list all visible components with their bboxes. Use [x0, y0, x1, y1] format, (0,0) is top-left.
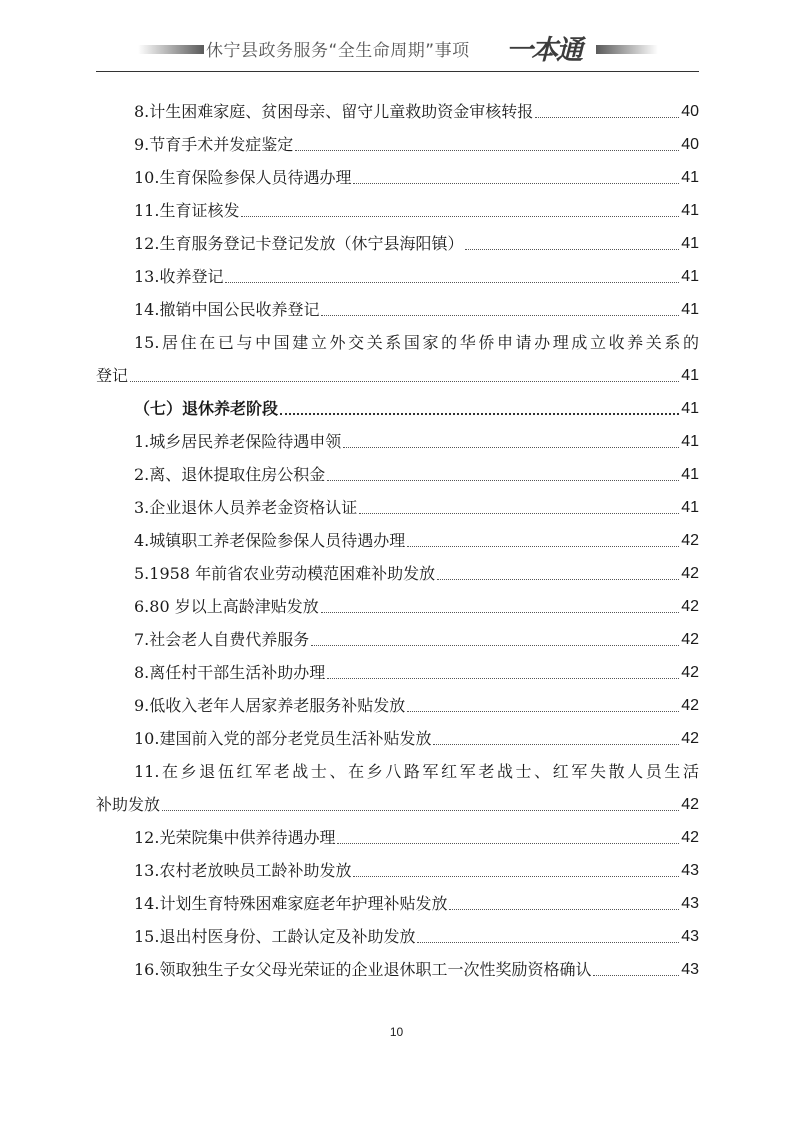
toc-entry[interactable] — [96, 524, 699, 557]
toc-leader-dots — [225, 282, 679, 283]
toc-leader-dots — [353, 183, 679, 184]
toc-entry-label: 9.低收入老年人居家养老服务补贴发放 — [134, 696, 406, 715]
toc-entry[interactable] — [96, 161, 699, 194]
toc-entry-page: 43 — [681, 961, 699, 978]
toc-leader-dots — [407, 546, 679, 547]
toc-entry[interactable] — [96, 425, 699, 458]
toc-entry-label: 11.生育证核发 — [134, 201, 240, 220]
toc-entry-line1: 11.在乡退伍红军老战士、在乡八路军红军老战士、红军失散人员生活 — [134, 762, 699, 781]
toc-leader-dots — [337, 843, 679, 844]
toc-entry-page: 41 — [681, 235, 699, 252]
header-title: 休宁县政务服务“全生命周期”事项 — [206, 41, 470, 61]
toc-entry-label: 2.离、退休提取住房公积金 — [134, 465, 326, 484]
toc-entry[interactable] — [96, 128, 699, 161]
toc-leader-dots — [241, 216, 679, 217]
toc-entry-page: 41 — [681, 499, 699, 516]
toc-entry-label: 4.城镇职工养老保险参保人员待遇办理 — [134, 531, 406, 550]
toc-entry-label: 12.光荣院集中供养待遇办理 — [134, 828, 336, 847]
toc-leader-dots — [280, 413, 679, 415]
toc-entry-label: 8.离任村干部生活补助办理 — [134, 663, 326, 682]
toc-leader-dots — [343, 447, 679, 448]
toc-leader-dots — [321, 315, 679, 316]
toc-entry[interactable] — [96, 458, 699, 491]
toc-entry-label: 3.企业退休人员养老金资格认证 — [134, 498, 358, 517]
toc-entry[interactable] — [96, 95, 699, 128]
toc-entry[interactable] — [96, 689, 699, 722]
toc-entry-label: （七）退休养老阶段 — [134, 399, 279, 418]
toc-entry-label: 登记 — [96, 366, 129, 385]
toc-entry-page: 42 — [681, 796, 699, 813]
toc-leader-dots — [433, 744, 679, 745]
toc-section-heading[interactable] — [96, 392, 699, 425]
toc-entry-page: 41 — [681, 268, 699, 285]
toc-entry[interactable] — [96, 821, 699, 854]
toc-leader-dots — [353, 876, 679, 877]
toc-leader-dots — [535, 117, 679, 118]
toc-entry[interactable] — [96, 656, 699, 689]
toc-entry-page: 42 — [681, 631, 699, 648]
toc-entry-label: 6.80 岁以上高龄津贴发放 — [134, 597, 319, 616]
toc-entry-label: 9.节育手术并发症鉴定 — [134, 135, 294, 154]
toc-entry-label: 14.计划生育特殊困难家庭老年护理补贴发放 — [134, 894, 448, 913]
toc-entry-label: 7.社会老人自费代养服务 — [134, 630, 310, 649]
toc-leader-dots — [327, 678, 679, 679]
toc-entry-page: 42 — [681, 532, 699, 549]
toc-entry-label: 补助发放 — [96, 795, 161, 814]
toc-leader-dots — [407, 711, 679, 712]
header-decor-bar-right — [596, 45, 658, 54]
toc-entry-page: 42 — [681, 697, 699, 714]
toc-entry-label: 14.撤销中国公民收养登记 — [134, 300, 320, 319]
toc-entry-page: 42 — [681, 598, 699, 615]
page-header — [0, 0, 793, 80]
toc-entry[interactable] — [96, 953, 699, 986]
toc-entry-page: 42 — [681, 829, 699, 846]
toc-entry-label: 16.领取独生子女父母光荣证的企业退休职工一次性奖励资格确认 — [134, 960, 592, 979]
toc-entry-label: 15.退出村医身份、工龄认定及补助发放 — [134, 927, 416, 946]
toc-entry-page: 42 — [681, 565, 699, 582]
toc-entry[interactable] — [96, 854, 699, 887]
toc-entry-label: 1.城乡居民养老保险待遇申领 — [134, 432, 342, 451]
toc-leader-dots — [162, 810, 679, 811]
toc-leader-dots — [327, 480, 679, 481]
toc-entry-page: 43 — [681, 895, 699, 912]
toc-entry[interactable] — [96, 887, 699, 920]
header-rule — [96, 71, 699, 72]
toc-entry-label: 5.1958 年前省农业劳动模范困难补助发放 — [134, 564, 436, 583]
toc-entry-page: 41 — [681, 400, 699, 417]
toc-entry[interactable] — [96, 260, 699, 293]
toc-entry-page: 41 — [681, 301, 699, 318]
page-number: 10 — [389, 1025, 404, 1039]
toc-leader-dots — [359, 513, 679, 514]
toc-entry[interactable] — [96, 590, 699, 623]
toc-entry-page: 41 — [681, 202, 699, 219]
toc-entry-label: 12.生育服务登记卡登记发放（休宁县海阳镇） — [134, 234, 464, 253]
toc-entry[interactable] — [96, 788, 699, 821]
toc-leader-dots — [437, 579, 679, 580]
toc-entry-label: 10.建国前入党的部分老党员生活补贴发放 — [134, 729, 432, 748]
toc-leader-dots — [311, 645, 679, 646]
toc-leader-dots — [130, 381, 679, 382]
toc-entry[interactable] — [96, 557, 699, 590]
header-decor-bar-left — [138, 45, 204, 54]
toc-entry-page: 40 — [681, 103, 699, 120]
toc-entry-label: 10.生育保险参保人员待遇办理 — [134, 168, 352, 187]
toc-entry-page: 41 — [681, 433, 699, 450]
toc-entry-label: 13.收养登记 — [134, 267, 224, 286]
toc-entry-page: 41 — [681, 466, 699, 483]
toc-entry[interactable] — [96, 722, 699, 755]
toc-entry-page: 42 — [681, 664, 699, 681]
toc-leader-dots — [449, 909, 679, 910]
toc-entry[interactable] — [96, 194, 699, 227]
toc-entry[interactable] — [96, 293, 699, 326]
toc-entry-label: 13.农村老放映员工龄补助发放 — [134, 861, 352, 880]
toc-entry-label: 8.计生困难家庭、贫困母亲、留守儿童救助资金审核转报 — [134, 102, 534, 121]
toc-entry-page: 43 — [681, 862, 699, 879]
toc-entry[interactable] — [96, 623, 699, 656]
header-brand: 一本通 — [506, 35, 581, 66]
toc-entry-page: 42 — [681, 730, 699, 747]
toc-leader-dots — [593, 975, 679, 976]
toc-leader-dots — [417, 942, 679, 943]
toc-entry[interactable] — [96, 227, 699, 260]
toc-leader-dots — [321, 612, 679, 613]
toc-entry-page: 43 — [681, 928, 699, 945]
toc-entry-page: 41 — [681, 169, 699, 186]
toc-entry-line1: 15.居住在已与中国建立外交关系国家的华侨申请办理成立收养关系的 — [134, 333, 699, 352]
toc-entry[interactable] — [96, 359, 699, 392]
toc-entry-page: 40 — [681, 136, 699, 153]
toc-leader-dots — [465, 249, 679, 250]
toc-entry[interactable] — [96, 491, 699, 524]
toc-leader-dots — [295, 150, 679, 151]
toc-entry[interactable] — [96, 920, 699, 953]
toc-entry-page: 41 — [681, 367, 699, 384]
table-of-contents — [96, 95, 699, 986]
